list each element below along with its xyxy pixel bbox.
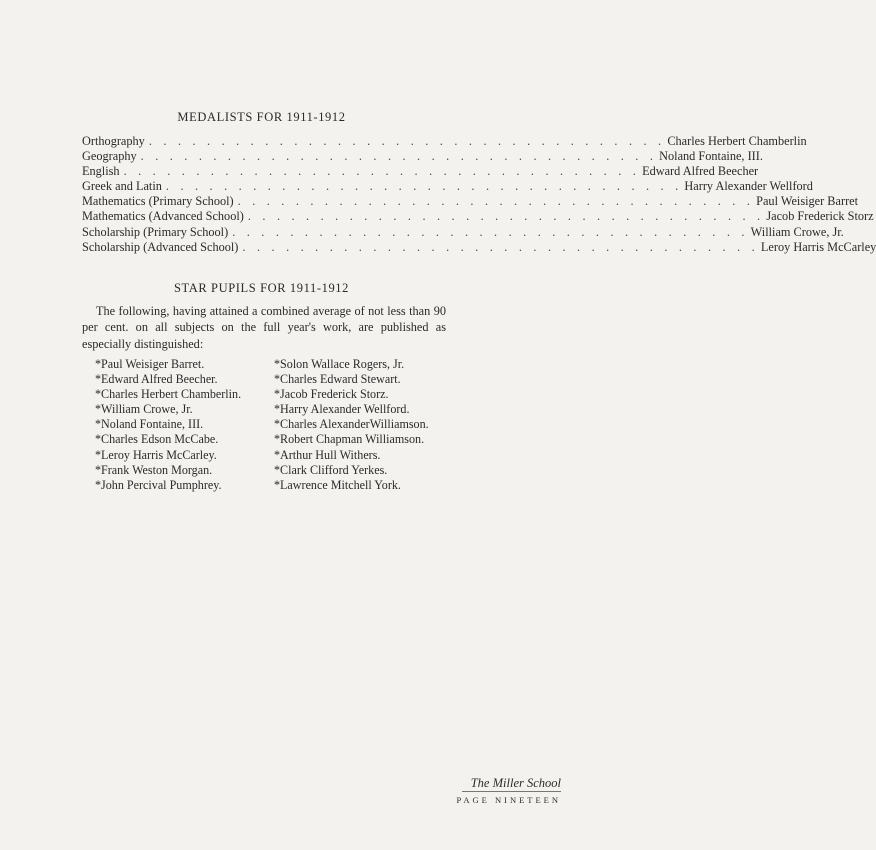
footer-page-number: PAGE NINETEEN xyxy=(456,795,561,805)
medal-subject: Scholarship (Primary School) xyxy=(82,224,229,239)
medal-winner: Harry Alexander Wellford xyxy=(684,179,813,194)
star-pupil-name: *Arthur Hull Withers. xyxy=(274,447,381,462)
star-pupil-name: *Lawrence Mitchell York. xyxy=(274,477,401,492)
medal-winner: Charles Herbert Chamberlin xyxy=(667,134,807,148)
dot-leader: . . . . . . . . . . . . . . . . . . . . . . . . . . . . . . . . . . . . xyxy=(237,194,755,209)
dot-leader: . . . . . . . . . . . . . . . . . . . . . . . . . . . . . . . . . . . . xyxy=(148,134,666,148)
star-pupil-name: *Jacob Frederick Storz. xyxy=(274,387,389,402)
medal-subject: Geography xyxy=(82,149,137,164)
medal-subject: Greek and Latin xyxy=(82,179,162,194)
dot-leader: . . . . . . . . . . . . . . . . . . . . . . . . . . . . . . . . . . . . xyxy=(165,179,683,194)
medal-winner: Edward Alfred Beecher xyxy=(642,164,759,179)
star-pupil-name: *Clark Clifford Yerkes. xyxy=(274,462,388,477)
star-pupil-name: *Charles AlexanderWilliamson. xyxy=(274,417,429,432)
star-pupil-name: *Solon Wallace Rogers, Jr. xyxy=(274,357,405,371)
footer-school-name: The Miller School xyxy=(470,776,561,790)
medal-subject: Mathematics (Primary School) xyxy=(82,194,234,209)
star-pupil-name: *Frank Weston Morgan. xyxy=(95,462,213,477)
medal-winner: Jacob Frederick Storz xyxy=(766,209,874,224)
medal-subject: Mathematics (Advanced School) xyxy=(82,209,244,224)
medalists-heading: MEDALISTS FOR 1911-1912 xyxy=(177,110,346,124)
medal-winner: Noland Fontaine, III. xyxy=(659,149,763,164)
dot-leader: . . . . . . . . . . . . . . . . . . . . . . . . . . . . . . . . . . . . xyxy=(123,164,641,179)
dot-leader: . . . . . . . . . . . . . . . . . . . . . . . . . . . . . . . . . . . . xyxy=(232,224,749,239)
star-pupil-name: *Harry Alexander Wellford. xyxy=(274,402,410,417)
star-pupil-name: *Charles Herbert Chamberlin. xyxy=(95,387,242,402)
star-pupil-name: *Leroy Harris McCarley. xyxy=(95,447,217,462)
medalists-list xyxy=(82,134,876,255)
star-pupil-name: *Charles Edson McCabe. xyxy=(95,432,219,447)
footer-divider xyxy=(462,791,561,792)
star-pupil-name: *John Percival Pumphrey. xyxy=(95,477,222,492)
star-pupils-intro: The following, having attained a combined average of not less than 90 per cent. on all subjects on the full year's work, are published as especially distinguished: xyxy=(82,304,446,351)
medalist-row xyxy=(82,149,763,164)
medal-winner: Paul Weisiger Barret xyxy=(756,194,859,209)
star-pupil-name: *Edward Alfred Beecher. xyxy=(95,372,218,387)
star-pupil-name: *Robert Chapman Williamson. xyxy=(274,432,425,447)
dot-leader: . . . . . . . . . . . . . . . . . . . . . . . . . . . . . . . . . . . . xyxy=(247,209,765,224)
star-pupil-name: *Paul Weisiger Barret. xyxy=(95,357,205,371)
dot-leader: . . . . . . . . . . . . . . . . . . . . . . . . . . . . . . . . . . . . xyxy=(242,239,759,254)
star-pupils-left-column xyxy=(95,357,241,493)
medal-subject: Orthography xyxy=(82,134,145,148)
medalist-row xyxy=(82,224,844,240)
star-pupils-heading: STAR PUPILS FOR 1911-1912 xyxy=(173,281,350,295)
medal-winner: William Crowe, Jr. xyxy=(750,224,844,239)
medalist-row xyxy=(82,209,874,224)
star-pupils-right-column xyxy=(274,357,429,493)
medalist-row xyxy=(82,179,813,194)
medalist-row xyxy=(82,164,759,179)
medalist-row xyxy=(82,239,876,255)
medalist-row xyxy=(82,194,859,209)
medalist-row xyxy=(82,134,807,149)
star-pupil-name: *Charles Edward Stewart. xyxy=(274,372,401,387)
medal-subject: Scholarship (Advanced School) xyxy=(82,239,239,254)
medal-winner: Leroy Harris McCarley xyxy=(760,239,876,254)
medal-subject: English xyxy=(82,164,120,179)
dot-leader: . . . . . . . . . . . . . . . . . . . . . . . . . . . . . . . . . . . . xyxy=(140,149,658,164)
star-pupil-name: *William Crowe, Jr. xyxy=(95,402,193,417)
star-pupil-name: *Noland Fontaine, III. xyxy=(95,417,204,432)
